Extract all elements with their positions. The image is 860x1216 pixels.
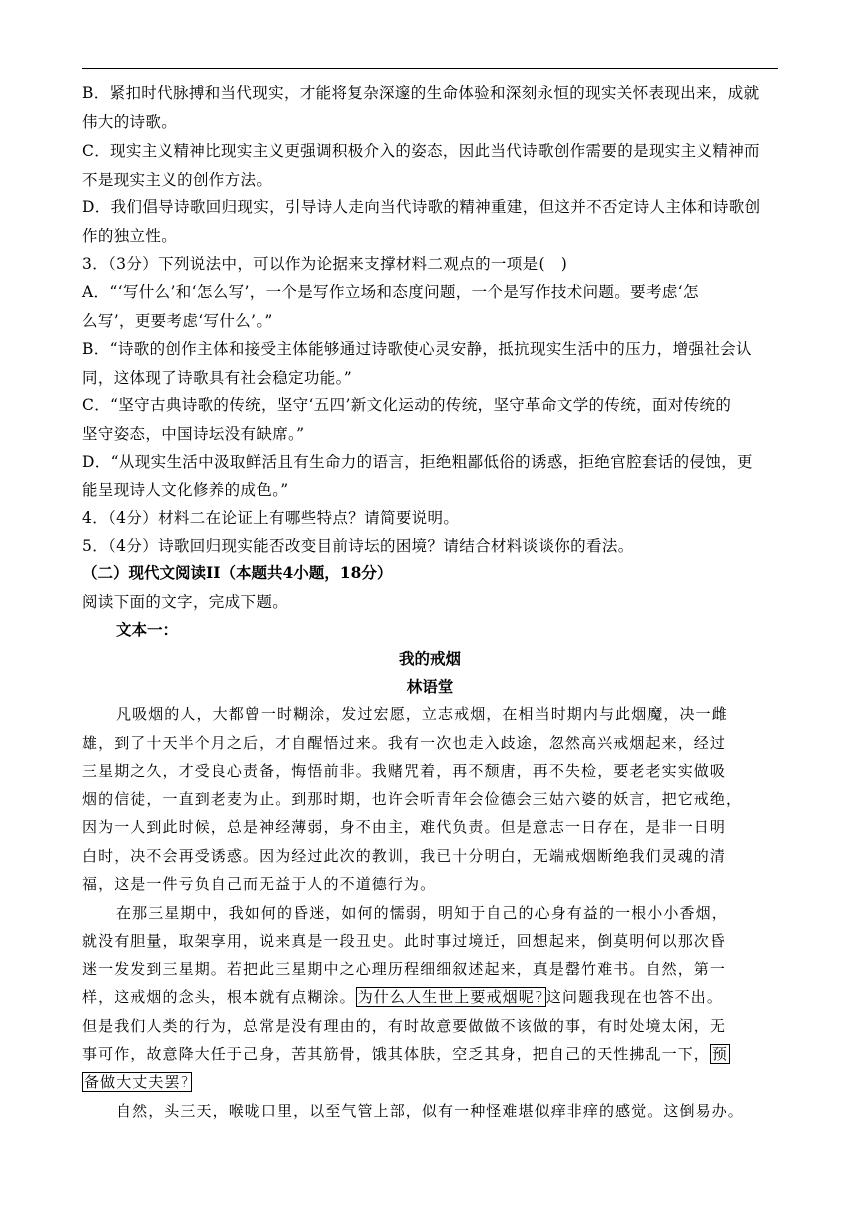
passage-text: 这问题我现在也答不出。 (545, 988, 723, 1006)
q3-option-d-line-1: D．“从现实生活中汲取鲜活且有生命力的语言，拒绝粗鄙低俗的诱惑，拒绝官腔套话的侵蚀，更 (82, 453, 753, 471)
essay-author: 林语堂 (406, 677, 454, 696)
passage-text: 事可作，故意降大任于己身，苦其筋骨，饿其体肤，空乏其身，把自己的天性拂乱一下， (82, 1045, 710, 1063)
q3-option-c-line-1: C．“坚守古典诗歌的传统，坚守‘五四’新文化运动的传统，坚守革命文学的传统，面对传统的 (82, 396, 732, 414)
q3-option-b-line-2: 同，这体现了诗歌具有社会稳定功能。” (82, 369, 352, 387)
passage-p1-line-3: 三星期之久，才受良心责备，悔悟前非。我赌咒着，再不颓唐，再不失检，要老老实实做吸 (82, 762, 727, 780)
question-4: 4．（4分）材料二在论证上有哪些特点？请简要说明。 (82, 509, 460, 527)
text-one-label: 文本一： (116, 620, 179, 639)
passage-p1-line-1: 凡吸烟的人，大都曾一时糊涂，发过宏愿，立志戒烟，在相当时期内与此烟魔，决一雌 (116, 705, 728, 723)
boxed-phrase-end: 备做大丈夫罢? (84, 1073, 190, 1091)
option-d-line-1: D．我们倡导诗歌回归现实，引导诗人走向当代诗歌的精神重建，但这并不否定诗人主体和诗歌创 (82, 198, 761, 216)
question-3-stem: 3．（3分）下列说法中，可以作为论据来支撑材料二观点的一项是( ) (82, 255, 568, 273)
passage-text: 样，这戒烟的念头，根本就有点糊涂。 (82, 988, 356, 1006)
option-d-line-2: 作的独立性。 (82, 227, 178, 245)
section-heading: （二）现代文阅读II（本题共4小题，18分） (82, 563, 393, 582)
passage-p2-line-2: 就没有胆量，取架享用，说来真是一段丑史。此时事过境迁，回想起来，倒莫明何以那次昏 (82, 932, 727, 950)
passage-p2-line-7 (82, 1072, 192, 1092)
essay-title: 我的戒烟 (398, 649, 461, 668)
option-c-line-2: 不是现实主义的创作方法。 (82, 171, 273, 189)
q3-option-a-line-2: 么写’，更要考虑‘写什么’。” (82, 312, 273, 330)
passage-p1-line-7: 福，这是一件亏负自己而无益于人的不道德行为。 (82, 875, 437, 893)
reading-instruction: 阅读下面的文字，完成下题。 (82, 593, 289, 611)
passage-p3-line-1: 自然，头三天，喉咙口里，以至气管上部，似有一种怪难堪似痒非痒的感觉。这倒易办。 (116, 1102, 744, 1120)
option-b-line-1: B．紧扣时代脉搏和当代现实，才能将复杂深邃的生命体验和深刻永恒的现实关怀表现出来，成就 (82, 84, 760, 102)
option-b-line-2: 伟大的诗歌。 (82, 113, 178, 131)
passage-p1-line-4: 烟的信徒，一直到老麦为止。到那时期，也许会听青年会俭德会三姑六婆的妖言，把它戒绝， (82, 790, 743, 808)
passage-p2-line-5: 但是我们人类的行为，总常是没有理由的，有时故意要做做不该做的事，有时处境太闲，无 (82, 1017, 727, 1035)
boxed-phrase-question: 为什么人生世上要戒烟呢? (357, 988, 544, 1006)
q3-option-b-line-1: B．“诗歌的创作主体和接受主体能够通过诗歌使心灵安静，抵抗现实生活中的压力，增强社会认 (82, 340, 752, 358)
q3-option-d-line-2: 能呈现诗人文化修养的成色。” (82, 481, 289, 499)
q3-option-c-line-2: 坚守姿态，中国诗坛没有缺席。” (82, 425, 305, 443)
question-5: 5．（4分）诗歌回归现实能否改变目前诗坛的困境？请结合材料谈谈你的看法。 (82, 537, 634, 555)
option-c-line-1: C．现实主义精神比现实主义更强调积极介入的姿态，因此当代诗歌创作需要的是现实主义精神而 (82, 142, 760, 160)
passage-p1-line-5: 因为一人到此时候，总是神经薄弱，身不由主，难代负责。但是意志一日存在，是非一日明 (82, 818, 727, 836)
boxed-phrase-start: 预 (711, 1045, 729, 1063)
q3-option-a-line-1: A．“‘写什么’和‘怎么写’，一个是写作立场和态度问题，一个是写作技术问题。要考虑‘怎 (82, 283, 699, 301)
top-divider (82, 68, 778, 69)
passage-p1-line-2: 雄，到了十天半个月之后，才自醒悟过来。我有一次也走入歧途，忽然高兴戒烟起来，经过 (82, 734, 727, 752)
passage-p2-line-1: 在那三星期中，我如何的昏迷，如何的懦弱，明知于自己的心身有益的一根小小香烟， (116, 904, 728, 922)
passage-p2-line-4 (82, 987, 723, 1007)
passage-p2-line-3: 迷一发发到三星期。若把此三星期中之心理历程细细叙述起来，真是罄竹难书。自然，第一 (82, 960, 727, 978)
passage-p2-line-6 (82, 1044, 730, 1064)
passage-p1-line-6: 白时，决不会再受诱惑。因为经过此次的教训，我已十分明白，无端戒烟断绝我们灵魂的清 (82, 847, 727, 865)
